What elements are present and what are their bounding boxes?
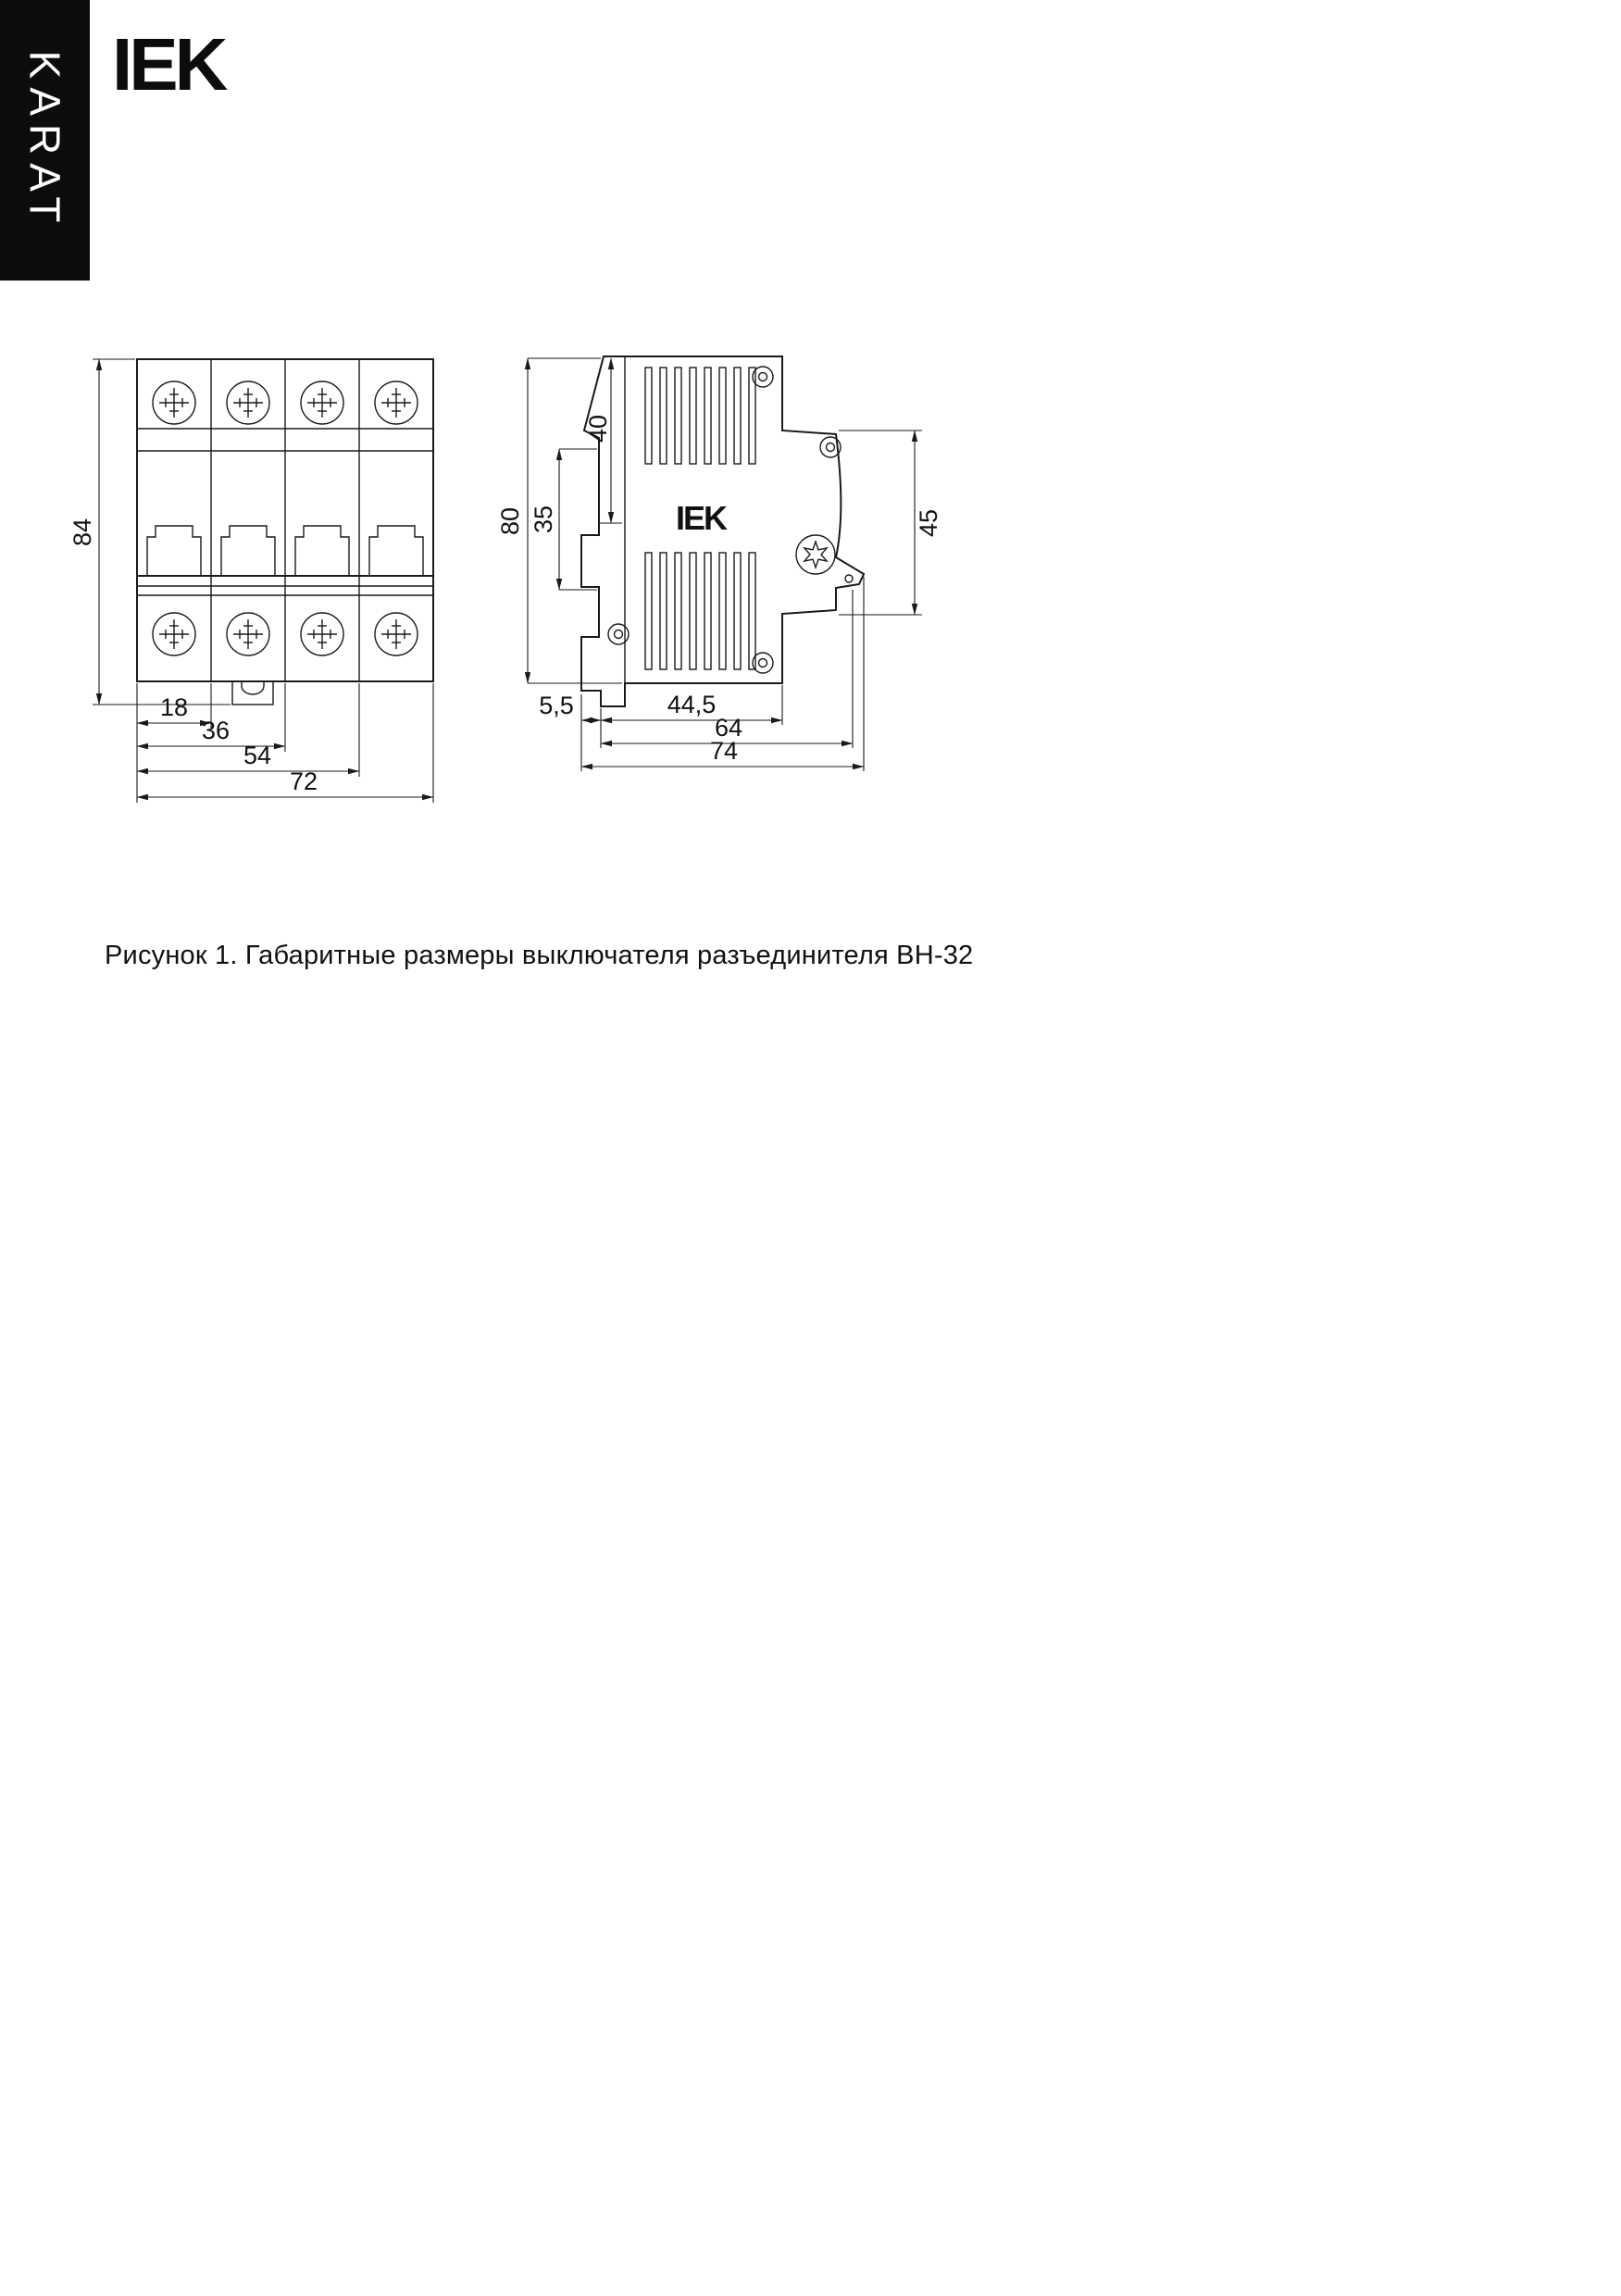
dimension-label-72: 72 [289, 767, 318, 795]
dimension-label-74: 74 [709, 737, 739, 765]
dimension-label-80: 80 [496, 506, 524, 536]
brand-banner-label: KARAT [20, 50, 69, 231]
figure-caption: Рисунок 1. Габаритные размеры выключателя разъединителя ВН-32 [105, 941, 974, 970]
din-clip [232, 681, 273, 705]
latch-pivot [845, 575, 853, 582]
dimension-45 [839, 430, 942, 615]
dimension-label-35: 35 [530, 505, 557, 534]
dimension-label-36: 36 [201, 717, 231, 744]
screw-icon [153, 381, 195, 424]
dimension-label-84: 84 [69, 518, 96, 547]
side-depth-dimensions [539, 577, 864, 771]
dimension-label-64: 64 [714, 714, 743, 742]
dimension-label-18: 18 [159, 693, 189, 721]
dimension-label-45: 45 [915, 508, 942, 538]
toggle-handle [221, 526, 275, 576]
torx-screw-icon [796, 535, 835, 574]
front-width-dimensions [137, 683, 433, 803]
breaker-front-body [137, 359, 433, 681]
screw-icon [301, 381, 343, 424]
side-view-iek-logo: IEK [675, 499, 727, 537]
front-view-drawing [69, 359, 433, 803]
dimension-40 [584, 358, 622, 523]
brand-banner [0, 0, 90, 281]
dimension-label-40: 40 [584, 414, 612, 443]
toggle-handle [369, 526, 423, 576]
screw-icon [227, 613, 269, 655]
iek-logo: IEK [112, 23, 225, 106]
dimension-label-5-5: 5,5 [539, 692, 574, 719]
dimension-label-44-5: 44,5 [667, 691, 717, 718]
toggle-handle [295, 526, 349, 576]
toggle-handle [147, 526, 201, 576]
dimension-label-54: 54 [243, 742, 272, 769]
screw-icon [153, 613, 195, 655]
screw-icon [227, 381, 269, 424]
screw-icon [375, 381, 418, 424]
dimension-84 [69, 359, 231, 705]
side-view-drawing [496, 356, 942, 771]
screw-icon [375, 613, 418, 655]
screw-icon [301, 613, 343, 655]
dimension-drawing [0, 347, 1621, 829]
dimension-35 [530, 449, 597, 590]
